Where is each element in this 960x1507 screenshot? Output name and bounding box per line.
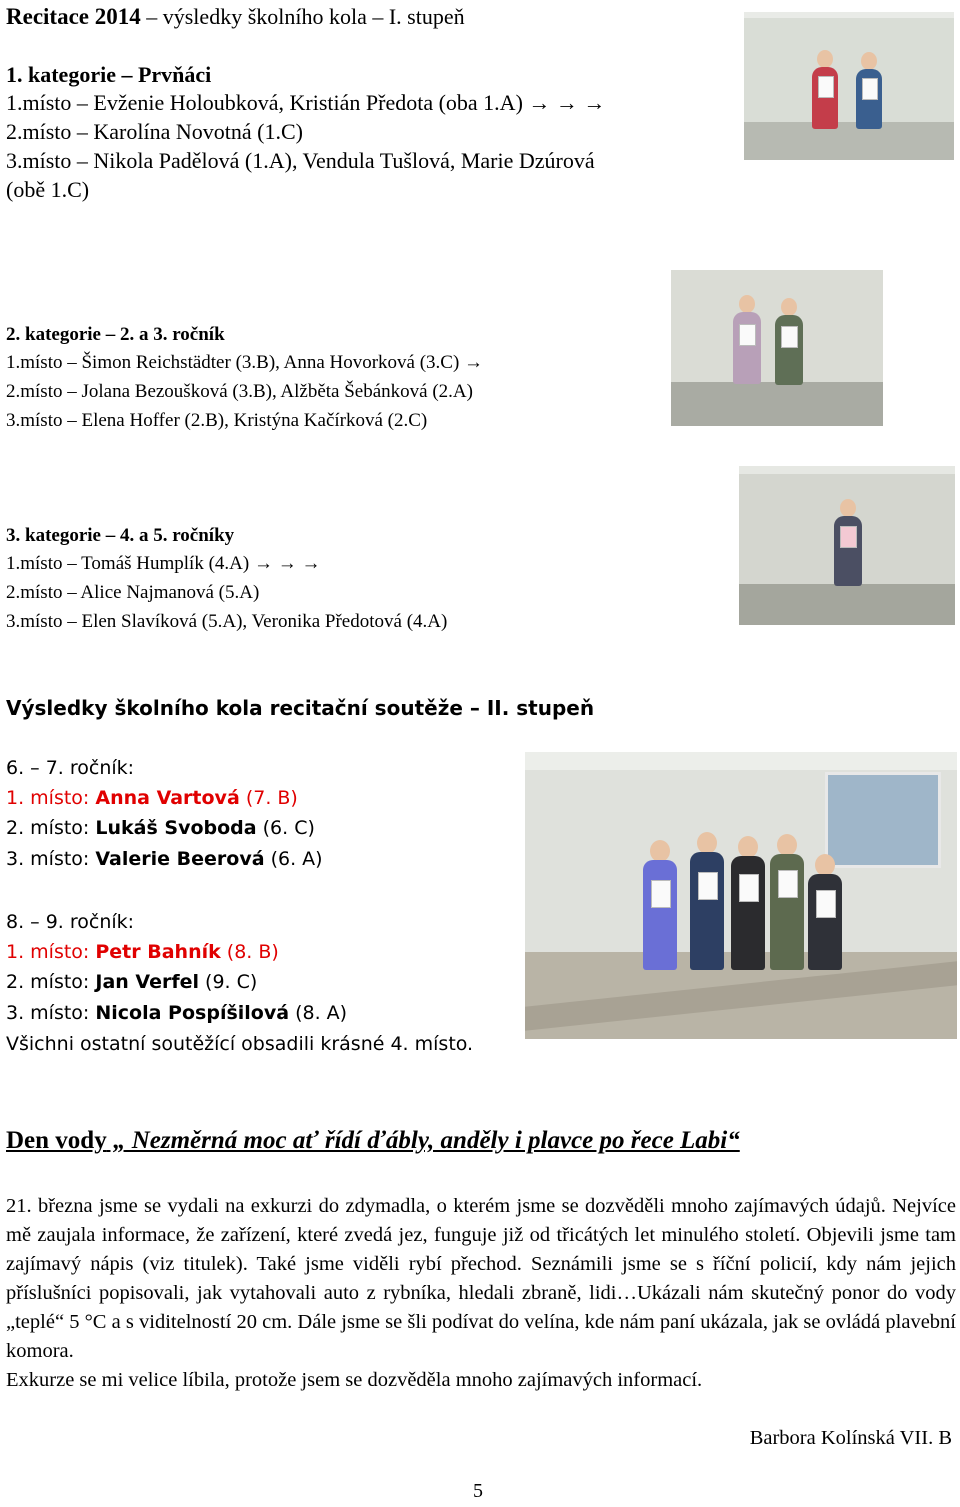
- article-body: [6, 1192, 956, 1395]
- class-label: (6. C): [256, 817, 315, 839]
- title-sub: – výsledky školního kola – I. stupeň: [140, 4, 465, 29]
- category-2-result: 1.místo – Šimon Reichstädter (3.B), Anna Hovorková (3.C) →: [6, 352, 484, 373]
- place-label: 1. místo:: [6, 787, 96, 809]
- winner-name: Jan Verfel: [95, 971, 199, 993]
- category-2-heading: 2. kategorie – 2. a 3. ročník: [6, 324, 225, 345]
- article-title-main: Den vody: [6, 1127, 107, 1154]
- place-label: 1. místo:: [6, 941, 96, 963]
- category-1-result: 2.místo – Karolína Novotná (1.C): [6, 119, 303, 144]
- article-paragraph: Exkurze se mi velice líbila, protože jsem se dozvěděla mnoho zajímavých informací.: [6, 1369, 703, 1391]
- category-1-heading: 1. kategorie – Prvňáci: [6, 62, 212, 87]
- group-2-third-place: [6, 999, 347, 1027]
- group-2-label: 8. – 9. ročník:: [6, 911, 135, 933]
- place-label: 3. místo:: [6, 848, 96, 870]
- photo-category-2-winners: [671, 270, 883, 426]
- group-1-label: 6. – 7. ročník:: [6, 757, 135, 779]
- group-1-third-place: [6, 845, 323, 873]
- class-label: (8. A): [289, 1002, 348, 1024]
- second-stage-heading: Výsledky školního kola recitační soutěže – II. stupeň: [6, 696, 595, 720]
- place-label: 2. místo:: [6, 971, 96, 993]
- article-author: Barbora Kolínská VII. B: [749, 1427, 952, 1449]
- group-2-first-place: [6, 938, 279, 966]
- article-paragraph: 21. března jsme se vydali na exkurzi do zdymadla, o kterém jsme se dozvěděli mnoho zajímavých údajů. Nejvíce mě zaujala informace, že zařízení, které zvedá jez, funguje již od třicátých let minulého století. Objevili jsme tam zajímavý nápis (viz titulek). Také jsme viděli rybí přechod. Seznámili jsme se s říční policií, kdy nám jejich příslušníci popisovali, jak vytahovali auto z rybníka, hledali zbraně, lidi…Ukázali nám skutečný ponor do vody „teplé“ 5 °C a s viditelností 20 cm. Dále jsme se šli podívat do velína, kde nám paní ukázala, jak se ovládá plavební komora.: [6, 1195, 956, 1362]
- winner-name: Lukáš Svoboda: [95, 817, 257, 839]
- winner-name: Petr Bahník: [95, 941, 221, 963]
- article-title: [6, 1125, 740, 1157]
- class-label: (7. B): [239, 787, 298, 809]
- class-label: (9. C): [199, 971, 258, 993]
- category-3-heading: 3. kategorie – 4. a 5. ročníky: [6, 525, 235, 546]
- group-2-second-place: [6, 968, 257, 996]
- category-3-result: 3.místo – Elen Slavíková (5.A), Veronika Předotová (4.A): [6, 611, 448, 632]
- photo-second-stage-winners: [525, 752, 957, 1039]
- category-1-result: 1.místo – Evženie Holoubková, Kristián Předota (oba 1.A) → → →: [6, 90, 606, 115]
- photo-category-3-winner: [739, 466, 955, 625]
- class-label: (8. B): [220, 941, 279, 963]
- page-number: 5: [473, 1480, 483, 1502]
- page-title: [6, 3, 465, 31]
- category-3-result: 2.místo – Alice Najmanová (5.A): [6, 582, 260, 603]
- category-1-result: (obě 1.C): [6, 177, 90, 202]
- article-title-quote: „ Nezměrná moc ať řídí ďábly, anděly i plavce po řece Labi“: [106, 1127, 740, 1154]
- category-3-result: 1.místo – Tomáš Humplík (4.A) → → →: [6, 553, 321, 574]
- group-1-second-place: [6, 814, 315, 842]
- winner-name: Valerie Beerová: [95, 848, 265, 870]
- place-label: 3. místo:: [6, 1002, 96, 1024]
- category-2-result: 2.místo – Jolana Bezoušková (3.B), Alžběta Šebánková (2.A): [6, 381, 473, 402]
- other-contestants-note: Všichni ostatní soutěžící obsadili krásné 4. místo.: [6, 1033, 474, 1055]
- class-label: (6. A): [264, 848, 323, 870]
- title-main: Recitace 2014: [6, 4, 141, 29]
- winner-name: Nicola Pospíšilová: [95, 1002, 290, 1024]
- category-2-result: 3.místo – Elena Hoffer (2.B), Kristýna Kačírková (2.C): [6, 410, 428, 431]
- place-label: 2. místo:: [6, 817, 96, 839]
- category-1-result: 3.místo – Nikola Padělová (1.A), Vendula Tušlová, Marie Dzúrová: [6, 148, 595, 173]
- group-1-first-place: [6, 784, 298, 812]
- photo-category-1-winners: [744, 12, 954, 160]
- winner-name: Anna Vartová: [95, 787, 240, 809]
